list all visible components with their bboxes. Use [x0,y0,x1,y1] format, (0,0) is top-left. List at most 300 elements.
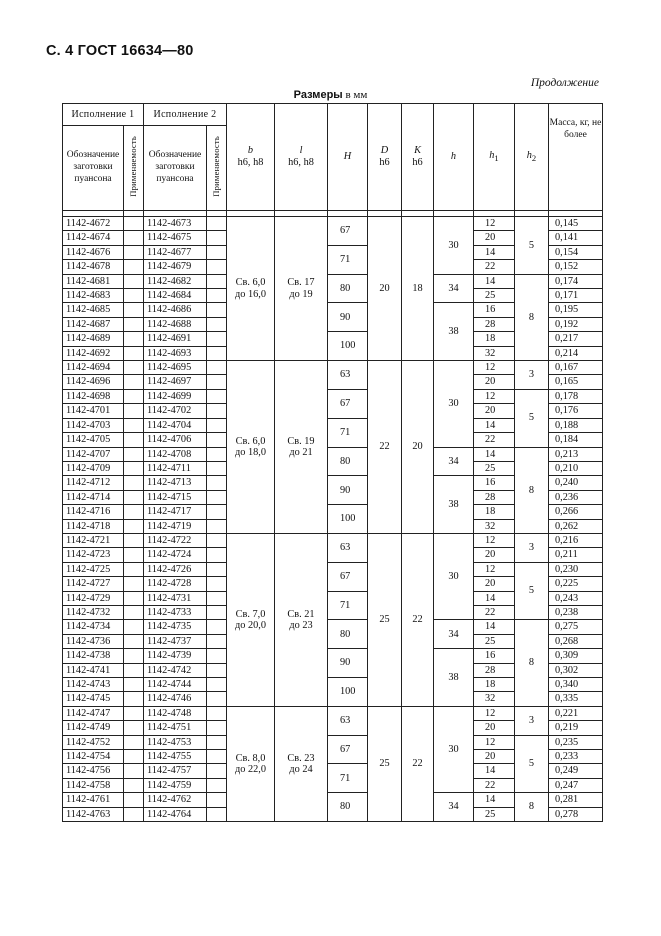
applicability-2-cell [207,303,227,317]
applicability-2-cell [207,245,227,259]
group-head-2: Исполнение 2 [144,104,227,126]
h1-value-cell: 16 [474,649,515,663]
h1-value-cell: 16 [474,303,515,317]
D-value-cell: 20 [368,217,402,361]
applicability-1-cell [124,663,144,677]
applicability-2-cell [207,793,227,807]
designation-2-cell: 1142-4728 [144,577,207,591]
H-value-cell: 100 [328,332,368,361]
designation-1-cell: 1142-4709 [63,461,124,475]
designation-1-cell: 1142-4754 [63,750,124,764]
applicability-2-cell [207,764,227,778]
designation-2-cell: 1142-4733 [144,605,207,619]
applicability-2-cell [207,332,227,346]
mass-value-cell: 0,165 [549,375,603,389]
designation-1-cell: 1142-4721 [63,533,124,547]
mass-value-cell: 0,262 [549,519,603,533]
designation-2-cell: 1142-4717 [144,505,207,519]
l-range-cell: Св. 19 до 21 [275,361,328,534]
h2-value-cell: 3 [515,706,549,735]
H-value-cell: 90 [328,649,368,678]
designation-1-cell: 1142-4745 [63,692,124,706]
mass-value-cell: 0,278 [549,807,603,821]
continuation-label: Продолжение [530,77,599,89]
applicability-2-cell [207,505,227,519]
h1-value-cell: 12 [474,217,515,231]
applicability-1-cell [124,231,144,245]
designation-1-cell: 1142-4732 [63,605,124,619]
h1-value-cell: 20 [474,548,515,562]
designation-1-cell: 1142-4692 [63,346,124,360]
h1-value-cell: 22 [474,433,515,447]
col-b-tol: h6, h8 [237,157,264,168]
mass-value-cell: 0,249 [549,764,603,778]
designation-1-cell: 1142-4763 [63,807,124,821]
mass-value-cell: 0,221 [549,706,603,720]
applicability-1-cell [124,778,144,792]
table-row [63,735,603,749]
applicability-2-cell [207,404,227,418]
table-row [63,447,603,461]
h1-value-cell: 20 [474,721,515,735]
units-caption [0,89,661,101]
h1-value-cell: 18 [474,678,515,692]
D-value-cell: 25 [368,533,402,706]
h1-value-cell: 22 [474,605,515,619]
h1-value-cell: 16 [474,476,515,490]
designation-2-cell: 1142-4739 [144,649,207,663]
col-h2-sym: h [526,150,532,162]
applicability-2-cell [207,317,227,331]
table-row [63,361,603,375]
designation-1-cell: 1142-4694 [63,361,124,375]
applicability-1-cell [124,289,144,303]
h1-value-cell: 32 [474,346,515,360]
mass-value-cell: 0,236 [549,490,603,504]
col-mass-head: Масса, кг, не более [549,104,603,211]
designation-2-cell: 1142-4742 [144,663,207,677]
applicability-2-cell [207,533,227,547]
caption-bold: Размеры [293,89,343,101]
designation-2-cell: 1142-4744 [144,678,207,692]
col-b-sym: b [247,145,254,157]
h1-value-cell: 20 [474,231,515,245]
applicability-2-cell [207,490,227,504]
K-value-cell: 18 [402,217,434,361]
table-row [63,533,603,547]
designation-2-cell: 1142-4704 [144,418,207,432]
H-value-cell: 67 [328,389,368,418]
designation-2-cell: 1142-4715 [144,490,207,504]
designation-1-cell: 1142-4676 [63,245,124,259]
designation-1-cell: 1142-4743 [63,678,124,692]
applicability-1-cell [124,260,144,274]
h-value-cell: 30 [434,361,474,447]
mass-value-cell: 0,178 [549,389,603,403]
applicability-1-cell [124,620,144,634]
table-row [63,620,603,634]
h1-value-cell: 14 [474,620,515,634]
designation-1-cell: 1142-4756 [63,764,124,778]
designation-1-cell: 1142-4749 [63,721,124,735]
applicability-1-cell [124,404,144,418]
l-range-cell: Св. 21 до 23 [275,533,328,706]
h1-value-cell: 14 [474,591,515,605]
designation-1-cell: 1142-4683 [63,289,124,303]
mass-value-cell: 0,340 [549,678,603,692]
H-value-cell: 67 [328,562,368,591]
col-h1-sub: 1 [494,153,499,164]
col-h2-head [515,104,549,211]
designation-2-cell: 1142-4684 [144,289,207,303]
mass-value-cell: 0,275 [549,620,603,634]
mass-value-cell: 0,281 [549,793,603,807]
b-range-cell: Св. 8,0 до 22,0 [227,706,275,821]
H-value-cell: 71 [328,245,368,274]
table-row [63,274,603,288]
applicability-2-cell [207,692,227,706]
mass-value-cell: 0,152 [549,260,603,274]
h1-value-cell: 28 [474,317,515,331]
applicability-1-cell [124,389,144,403]
h-value-cell: 38 [434,476,474,534]
h1-value-cell: 20 [474,750,515,764]
applicability-1-cell [124,591,144,605]
designation-1-cell: 1142-4716 [63,505,124,519]
applicability-2-cell [207,418,227,432]
h1-value-cell: 20 [474,375,515,389]
applicability-1-cell [124,317,144,331]
designation-1-cell: 1142-4678 [63,260,124,274]
designation-2-cell: 1142-4677 [144,245,207,259]
mass-value-cell: 0,195 [549,303,603,317]
designation-2-cell: 1142-4762 [144,793,207,807]
col-h-sym: h [450,151,457,163]
H-value-cell: 63 [328,361,368,390]
l-range-cell: Св. 17 до 19 [275,217,328,361]
applicability-2-cell [207,605,227,619]
designation-1-cell: 1142-4741 [63,663,124,677]
applicability-label-1: Применяемость [127,135,138,197]
applicability-2-cell [207,231,227,245]
applicability-2-cell [207,548,227,562]
designation-2-cell: 1142-4675 [144,231,207,245]
applicability-1-cell [124,332,144,346]
H-value-cell: 100 [328,678,368,707]
designation-2-cell: 1142-4751 [144,721,207,735]
mass-value-cell: 0,216 [549,533,603,547]
applicability-2-cell [207,678,227,692]
h1-value-cell: 12 [474,706,515,720]
mass-value-cell: 0,238 [549,605,603,619]
mass-value-cell: 0,167 [549,361,603,375]
h1-value-cell: 25 [474,634,515,648]
mass-value-cell: 0,211 [549,548,603,562]
h1-value-cell: 25 [474,461,515,475]
applicability-2-cell [207,346,227,360]
designation-1-cell: 1142-4689 [63,332,124,346]
designation-1-cell: 1142-4714 [63,490,124,504]
designation-1-cell: 1142-4718 [63,519,124,533]
h1-value-cell: 18 [474,505,515,519]
h1-value-cell: 28 [474,490,515,504]
applicability-2-cell [207,807,227,821]
col-designation-2: Обозначение заготовки пуансона [144,126,207,211]
designation-2-cell: 1142-4711 [144,461,207,475]
designation-1-cell: 1142-4725 [63,562,124,576]
h2-value-cell: 5 [515,217,549,275]
applicability-1-cell [124,490,144,504]
applicability-1-cell [124,433,144,447]
h1-value-cell: 14 [474,418,515,432]
h1-value-cell: 25 [474,289,515,303]
designation-2-cell: 1142-4731 [144,591,207,605]
designation-2-cell: 1142-4686 [144,303,207,317]
h1-value-cell: 12 [474,735,515,749]
applicability-1-cell [124,706,144,720]
h2-value-cell: 8 [515,620,549,706]
designation-2-cell: 1142-4759 [144,778,207,792]
h1-value-cell: 12 [474,562,515,576]
applicability-1-cell [124,303,144,317]
H-value-cell: 63 [328,533,368,562]
h2-value-cell: 3 [515,361,549,390]
mass-value-cell: 0,154 [549,245,603,259]
h-value-cell: 34 [434,620,474,649]
col-K-head [402,104,434,211]
designation-2-cell: 1142-4682 [144,274,207,288]
table-row [63,217,603,231]
h1-value-cell: 32 [474,692,515,706]
designation-2-cell: 1142-4699 [144,389,207,403]
applicability-1-cell [124,519,144,533]
col-h1-sym: h [489,150,495,162]
H-value-cell: 90 [328,303,368,332]
mass-value-cell: 0,184 [549,433,603,447]
h1-value-cell: 22 [474,778,515,792]
applicability-2-cell [207,447,227,461]
col-applicability-1 [124,126,144,211]
h1-value-cell: 12 [474,533,515,547]
applicability-1-cell [124,461,144,475]
designation-1-cell: 1142-4761 [63,793,124,807]
applicability-2-cell [207,274,227,288]
applicability-1-cell [124,245,144,259]
mass-value-cell: 0,233 [549,750,603,764]
col-h2-sub: 2 [531,153,537,164]
designation-1-cell: 1142-4736 [63,634,124,648]
applicability-2-cell [207,706,227,720]
h1-value-cell: 22 [474,260,515,274]
designation-1-cell: 1142-4727 [63,577,124,591]
mass-value-cell: 0,302 [549,663,603,677]
col-D-tol: h6 [379,157,390,168]
applicability-2-cell [207,721,227,735]
h1-value-cell: 20 [474,577,515,591]
h-value-cell: 30 [434,706,474,792]
designation-2-cell: 1142-4726 [144,562,207,576]
h1-value-cell: 28 [474,663,515,677]
designation-1-cell: 1142-4701 [63,404,124,418]
applicability-2-cell [207,389,227,403]
h1-value-cell: 14 [474,447,515,461]
designation-1-cell: 1142-4674 [63,231,124,245]
applicability-2-cell [207,217,227,231]
designation-2-cell: 1142-4719 [144,519,207,533]
H-value-cell: 67 [328,217,368,246]
designation-2-cell: 1142-4695 [144,361,207,375]
h1-value-cell: 20 [474,404,515,418]
h2-value-cell: 5 [515,562,549,620]
D-value-cell: 22 [368,361,402,534]
h2-value-cell: 3 [515,533,549,562]
applicability-2-cell [207,289,227,303]
applicability-label-2: Применяемость [210,135,221,197]
mass-value-cell: 0,188 [549,418,603,432]
designation-1-cell: 1142-4747 [63,706,124,720]
designation-1-cell: 1142-4758 [63,778,124,792]
applicability-1-cell [124,721,144,735]
h2-value-cell: 8 [515,274,549,360]
applicability-2-cell [207,577,227,591]
applicability-1-cell [124,447,144,461]
caption-units: в мм [345,89,368,101]
table-row [63,562,603,576]
applicability-1-cell [124,793,144,807]
mass-value-cell: 0,214 [549,346,603,360]
designation-2-cell: 1142-4735 [144,620,207,634]
col-K-tol: h6 [412,157,423,168]
applicability-1-cell [124,476,144,490]
mass-value-cell: 0,174 [549,274,603,288]
col-designation-1: Обозначение заготовки пуансона [63,126,124,211]
applicability-2-cell [207,433,227,447]
mass-value-cell: 0,268 [549,634,603,648]
mass-value-cell: 0,243 [549,591,603,605]
applicability-1-cell [124,735,144,749]
designation-2-cell: 1142-4679 [144,260,207,274]
h-value-cell: 34 [434,274,474,303]
applicability-2-cell [207,649,227,663]
designation-1-cell: 1142-4729 [63,591,124,605]
designation-2-cell: 1142-4691 [144,332,207,346]
designation-1-cell: 1142-4681 [63,274,124,288]
H-value-cell: 71 [328,418,368,447]
designation-1-cell: 1142-4738 [63,649,124,663]
col-K-sym: K [414,145,421,157]
applicability-1-cell [124,605,144,619]
h1-value-cell: 12 [474,389,515,403]
applicability-1-cell [124,418,144,432]
H-value-cell: 67 [328,735,368,764]
l-range-cell: Св. 23 до 24 [275,706,328,821]
K-value-cell: 22 [402,533,434,706]
H-value-cell: 71 [328,591,368,620]
designation-2-cell: 1142-4764 [144,807,207,821]
designation-1-cell: 1142-4707 [63,447,124,461]
mass-value-cell: 0,217 [549,332,603,346]
table-body [63,211,603,822]
H-value-cell: 80 [328,447,368,476]
designation-1-cell: 1142-4685 [63,303,124,317]
designation-2-cell: 1142-4693 [144,346,207,360]
col-l-tol: h6, h8 [288,157,314,168]
mass-value-cell: 0,171 [549,289,603,303]
mass-value-cell: 0,309 [549,649,603,663]
h1-value-cell: 12 [474,361,515,375]
applicability-2-cell [207,361,227,375]
col-D-head [368,104,402,211]
applicability-1-cell [124,361,144,375]
mass-value-cell: 0,145 [549,217,603,231]
applicability-1-cell [124,678,144,692]
table-row [63,793,603,807]
designation-2-cell: 1142-4755 [144,750,207,764]
h-value-cell: 38 [434,649,474,707]
applicability-1-cell [124,692,144,706]
mass-value-cell: 0,141 [549,231,603,245]
h2-value-cell: 8 [515,447,549,533]
applicability-1-cell [124,577,144,591]
designation-2-cell: 1142-4722 [144,533,207,547]
mass-value-cell: 0,213 [549,447,603,461]
mass-value-cell: 0,266 [549,505,603,519]
designation-2-cell: 1142-4697 [144,375,207,389]
designation-1-cell: 1142-4723 [63,548,124,562]
designation-2-cell: 1142-4746 [144,692,207,706]
col-applicability-2 [207,126,227,211]
applicability-1-cell [124,807,144,821]
H-value-cell: 71 [328,764,368,793]
designation-1-cell: 1142-4687 [63,317,124,331]
H-value-cell: 80 [328,620,368,649]
designation-1-cell: 1142-4698 [63,389,124,403]
col-h-head [434,104,474,211]
designation-2-cell: 1142-4713 [144,476,207,490]
mass-value-cell: 0,219 [549,721,603,735]
mass-value-cell: 0,240 [549,476,603,490]
mass-value-cell: 0,210 [549,461,603,475]
designation-1-cell: 1142-4703 [63,418,124,432]
h-value-cell: 30 [434,533,474,619]
applicability-2-cell [207,562,227,576]
col-l-sym: l [299,145,303,157]
applicability-1-cell [124,274,144,288]
applicability-2-cell [207,663,227,677]
b-range-cell: Св. 7,0 до 20,0 [227,533,275,706]
applicability-1-cell [124,634,144,648]
col-h1-head [474,104,515,211]
designation-1-cell: 1142-4712 [63,476,124,490]
applicability-1-cell [124,533,144,547]
applicability-2-cell [207,476,227,490]
designation-1-cell: 1142-4734 [63,620,124,634]
designation-2-cell: 1142-4673 [144,217,207,231]
col-D-sym: D [380,145,389,157]
designation-2-cell: 1142-4753 [144,735,207,749]
applicability-1-cell [124,375,144,389]
designation-2-cell: 1142-4706 [144,433,207,447]
mass-value-cell: 0,335 [549,692,603,706]
designation-2-cell: 1142-4688 [144,317,207,331]
mass-value-cell: 0,235 [549,735,603,749]
table-row [63,706,603,720]
h-value-cell: 30 [434,217,474,275]
h2-value-cell: 8 [515,793,549,822]
applicability-2-cell [207,750,227,764]
mass-value-cell: 0,247 [549,778,603,792]
h1-value-cell: 14 [474,764,515,778]
